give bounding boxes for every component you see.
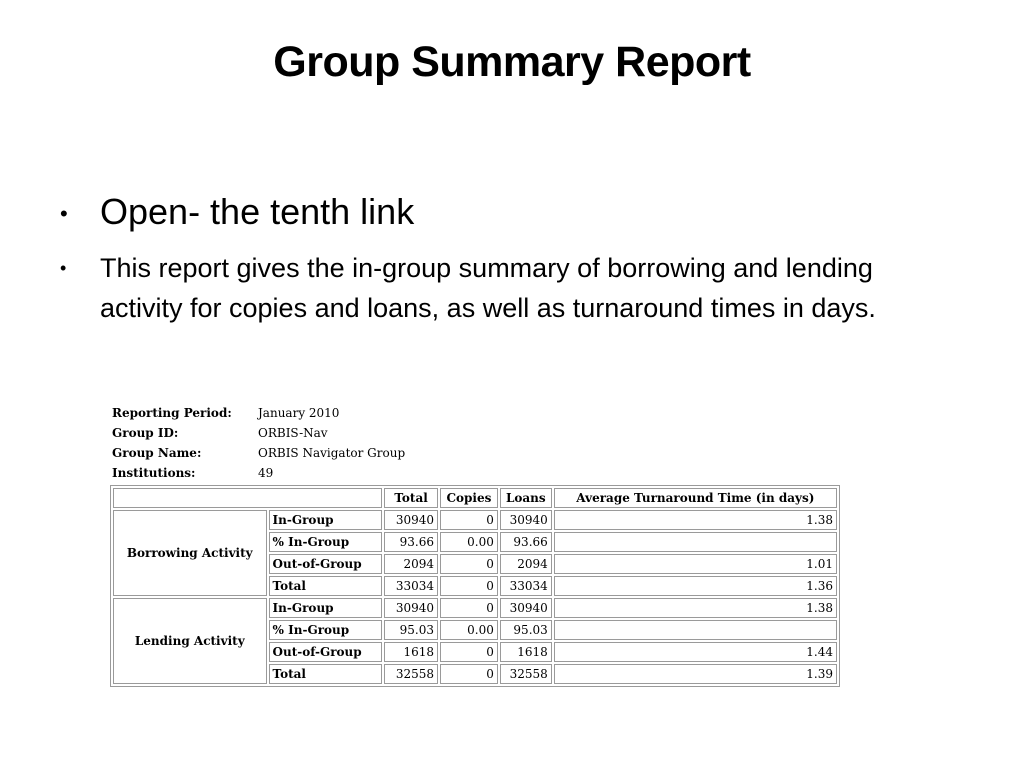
row-label: % In-Group — [269, 620, 383, 640]
cell-copies: 0 — [440, 664, 498, 684]
cell-loans: 33034 — [500, 576, 552, 596]
row-label: Total — [269, 664, 383, 684]
row-label: Total — [269, 576, 383, 596]
cell-avg: 1.01 — [554, 554, 837, 574]
cell-avg: 1.38 — [554, 598, 837, 618]
meta-value: ORBIS Navigator Group — [258, 446, 406, 460]
cell-avg: 1.38 — [554, 510, 837, 530]
header-empty-cell — [113, 488, 382, 508]
report-meta-table — [110, 403, 407, 483]
meta-label: Institutions: — [112, 466, 196, 480]
meta-label: Group ID: — [112, 426, 179, 440]
meta-row-institutions — [110, 463, 407, 483]
cell-copies: 0 — [440, 642, 498, 662]
cell-copies: 0 — [440, 598, 498, 618]
row-label: % In-Group — [269, 532, 383, 552]
cell-total: 1618 — [384, 642, 438, 662]
cell-total: 93.66 — [384, 532, 438, 552]
report-screenshot — [110, 403, 840, 687]
group-label-borrowing: Borrowing Activity — [113, 510, 267, 596]
cell-copies: 0 — [440, 510, 498, 530]
cell-loans: 30940 — [500, 510, 552, 530]
meta-row-reporting-period — [110, 403, 407, 423]
group-label-lending: Lending Activity — [113, 598, 267, 684]
cell-copies: 0.00 — [440, 620, 498, 640]
row-label: In-Group — [269, 598, 383, 618]
cell-total: 2094 — [384, 554, 438, 574]
meta-label: Group Name: — [112, 446, 202, 460]
meta-value: ORBIS-Nav — [258, 426, 328, 440]
cell-total: 32558 — [384, 664, 438, 684]
cell-loans: 93.66 — [500, 532, 552, 552]
header-average-turnaround: Average Turnaround Time (in days) — [554, 488, 837, 508]
meta-row-group-name — [110, 443, 407, 463]
cell-loans: 2094 — [500, 554, 552, 574]
cell-loans: 95.03 — [500, 620, 552, 640]
slide-title: Group Summary Report — [273, 38, 751, 86]
cell-total: 33034 — [384, 576, 438, 596]
header-copies: Copies — [440, 488, 498, 508]
bullet-list — [58, 190, 958, 328]
cell-copies: 0.00 — [440, 532, 498, 552]
table-row — [113, 598, 837, 618]
header-loans: Loans — [500, 488, 552, 508]
cell-avg — [554, 532, 837, 552]
row-label: Out-of-Group — [269, 554, 383, 574]
bullet-text: This report gives the in-group summary of borrowing and lending activity for copies and loans, as well as turnaround times in days. — [100, 253, 876, 323]
header-total: Total — [384, 488, 438, 508]
cell-copies: 0 — [440, 554, 498, 574]
bullet-item-description — [58, 248, 940, 328]
bullet-item-open-link — [58, 190, 958, 234]
row-label: Out-of-Group — [269, 642, 383, 662]
cell-copies: 0 — [440, 576, 498, 596]
bullet-text: Open- the tenth link — [100, 191, 415, 232]
cell-avg: 1.44 — [554, 642, 837, 662]
bullet-dot-icon: • — [60, 258, 67, 278]
meta-value: 49 — [258, 466, 274, 480]
cell-loans: 1618 — [500, 642, 552, 662]
cell-loans: 32558 — [500, 664, 552, 684]
meta-row-group-id — [110, 423, 407, 443]
cell-loans: 30940 — [500, 598, 552, 618]
cell-avg: 1.39 — [554, 664, 837, 684]
cell-total: 95.03 — [384, 620, 438, 640]
table-header-row — [113, 488, 837, 508]
table-row — [113, 510, 837, 530]
meta-label: Reporting Period: — [112, 406, 232, 420]
cell-avg: 1.36 — [554, 576, 837, 596]
summary-table — [110, 485, 840, 687]
bullet-dot-icon: • — [60, 201, 68, 226]
cell-avg — [554, 620, 837, 640]
meta-value: January 2010 — [258, 406, 340, 420]
cell-total: 30940 — [384, 510, 438, 530]
row-label: In-Group — [269, 510, 383, 530]
cell-total: 30940 — [384, 598, 438, 618]
